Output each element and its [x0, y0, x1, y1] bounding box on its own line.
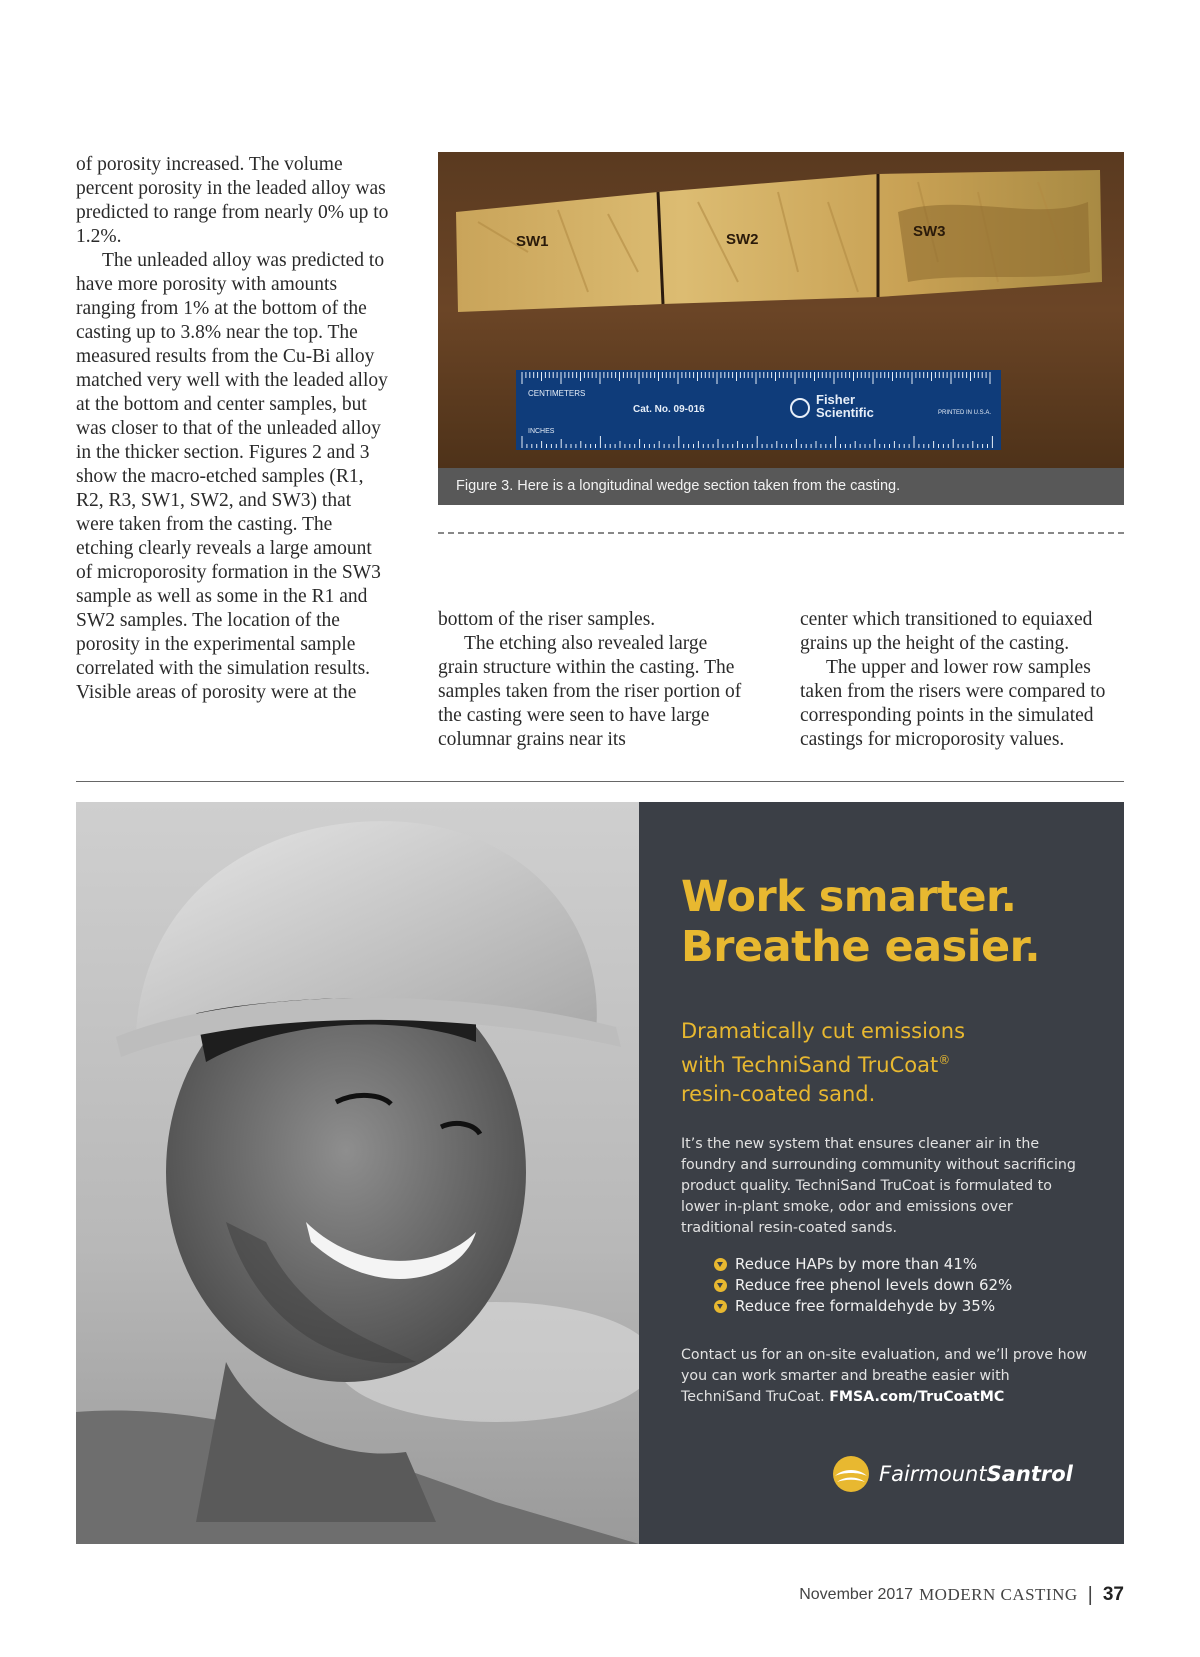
article-paragraph: bottom of the riser samples. — [438, 609, 656, 630]
ad-headline-line: Work smarter. — [681, 872, 1017, 922]
ad-subhead-line: resin-coated sand. — [681, 1082, 876, 1106]
ad-bullet-text: Reduce HAPs by more than 41% — [735, 1255, 978, 1273]
ruler — [516, 370, 1001, 450]
dashed-divider — [438, 532, 1124, 534]
article-paragraph: The upper and lower row samples taken from the risers were compared to corresponding points in the simulated castings for microporosity values. — [800, 657, 1106, 750]
ad-headline-line: Breathe easier. — [681, 922, 1041, 972]
down-arrow-icon — [714, 1279, 727, 1292]
ad-bullet-list — [714, 1254, 1094, 1317]
footer-separator: | — [1087, 1583, 1093, 1606]
registered-mark: ® — [938, 1053, 951, 1067]
article-column-2 — [438, 608, 750, 752]
ad-contact-body: Contact us for an on-site evaluation, and we’ll prove how you can work smarter and breathe easier with TechniSand TruCoat. — [681, 1347, 1087, 1405]
ad-subhead — [681, 1017, 1101, 1109]
horizontal-rule — [76, 781, 1124, 782]
ad-bullet — [714, 1254, 1094, 1275]
ad-bullet-text: Reduce free phenol levels down 62% — [735, 1276, 1013, 1294]
article-paragraph: of porosity increased. The volume percent porosity in the leaded alloy was predicted to range from nearly 0% up to 1.2%. — [76, 154, 389, 247]
ad-bullet-text: Reduce free formaldehyde by 35% — [735, 1297, 996, 1315]
article-paragraph: The etching also revealed large grain structure within the casting. The samples taken from the riser portion of the casting were seen to have large columnar grains near its — [438, 633, 742, 750]
footer-magazine: MODERN CASTING — [919, 1585, 1078, 1604]
ad-contact-link[interactable]: FMSA.com/TruCoatMC — [829, 1389, 1005, 1405]
page-number: 37 — [1102, 1584, 1124, 1605]
sample-label-sw2: SW2 — [726, 231, 759, 248]
casting-wedge-photo — [438, 152, 1124, 468]
down-arrow-icon — [714, 1300, 727, 1313]
ad-text-panel — [639, 802, 1124, 1544]
ad-bullet — [714, 1275, 1094, 1296]
article-paragraph: center which transitioned to equiaxed grains up the height of the casting. — [800, 609, 1093, 654]
ruler-printed-label: PRINTED IN U.S.A. — [938, 410, 992, 416]
fairmount-santrol-logo[interactable] — [831, 1452, 1101, 1496]
ruler-cm-label: CENTIMETERS — [528, 389, 586, 398]
logo-part-1: Fairmount — [879, 1462, 987, 1486]
article-paragraph: The unleaded alloy was predicted to have more porosity with amounts ranging from 1% at the bottom of the casting up to 3.8% near the top. The measured results from the Cu-Bi alloy matched very well with the leaded alloy at the bottom and center samples, but was closer to that of the unleaded alloy in the thicker section. Figures 2 and 3 show the macro-etched samples (R1, R2, R3, SW1, SW2, and SW3) that were taken from the casting. The etching clearly reveals a large amount of microporosity formation in the SW3 sample as well as some in the R1 and SW2 samples. The location of the porosity in the experimental sample correlated with the simulation results. Visible areas of porosity were at the — [76, 250, 388, 703]
logo-part-2: Santrol — [986, 1462, 1073, 1486]
logo-wordmark — [879, 1462, 1073, 1486]
porosity-area — [898, 202, 1090, 282]
worker-photo — [76, 802, 639, 1544]
ruler-brand-line1: Fisher — [816, 392, 856, 407]
footer-date: November 2017 — [799, 1586, 914, 1603]
article-column-3 — [800, 608, 1130, 752]
down-arrow-icon — [714, 1258, 727, 1271]
sun-logo-icon — [831, 1454, 871, 1494]
ad-subhead-line: Dramatically cut emissions — [681, 1019, 966, 1043]
advertisement[interactable] — [76, 802, 1124, 1544]
figure-3 — [438, 152, 1124, 505]
ruler-inches-label: INCHES — [528, 428, 555, 435]
sample-label-sw3: SW3 — [913, 223, 946, 240]
article-column-1 — [76, 153, 392, 705]
ad-body-text: It’s the new system that ensures cleaner air in the foundry and surrounding community without sacrificing product quality. TechniSand TruCoat is formulated to lower in-plant smoke, odor and emissions over traditional resin-coated sands. — [681, 1136, 1076, 1236]
page-footer — [799, 1583, 1124, 1607]
ad-subhead-line — [681, 1046, 1101, 1080]
ad-bullet — [714, 1296, 1094, 1317]
sample-label-sw1: SW1 — [516, 233, 549, 250]
ad-contact-text — [681, 1345, 1091, 1408]
ad-headline — [681, 872, 1101, 972]
ad-subhead-text: with TechniSand TruCoat — [681, 1053, 939, 1077]
figure-caption: Figure 3. Here is a longitudinal wedge section taken from the casting. — [438, 468, 1124, 505]
ruler-brand-line2: Scientific — [816, 405, 874, 420]
ruler-cat-no: Cat. No. 09-016 — [633, 404, 705, 415]
